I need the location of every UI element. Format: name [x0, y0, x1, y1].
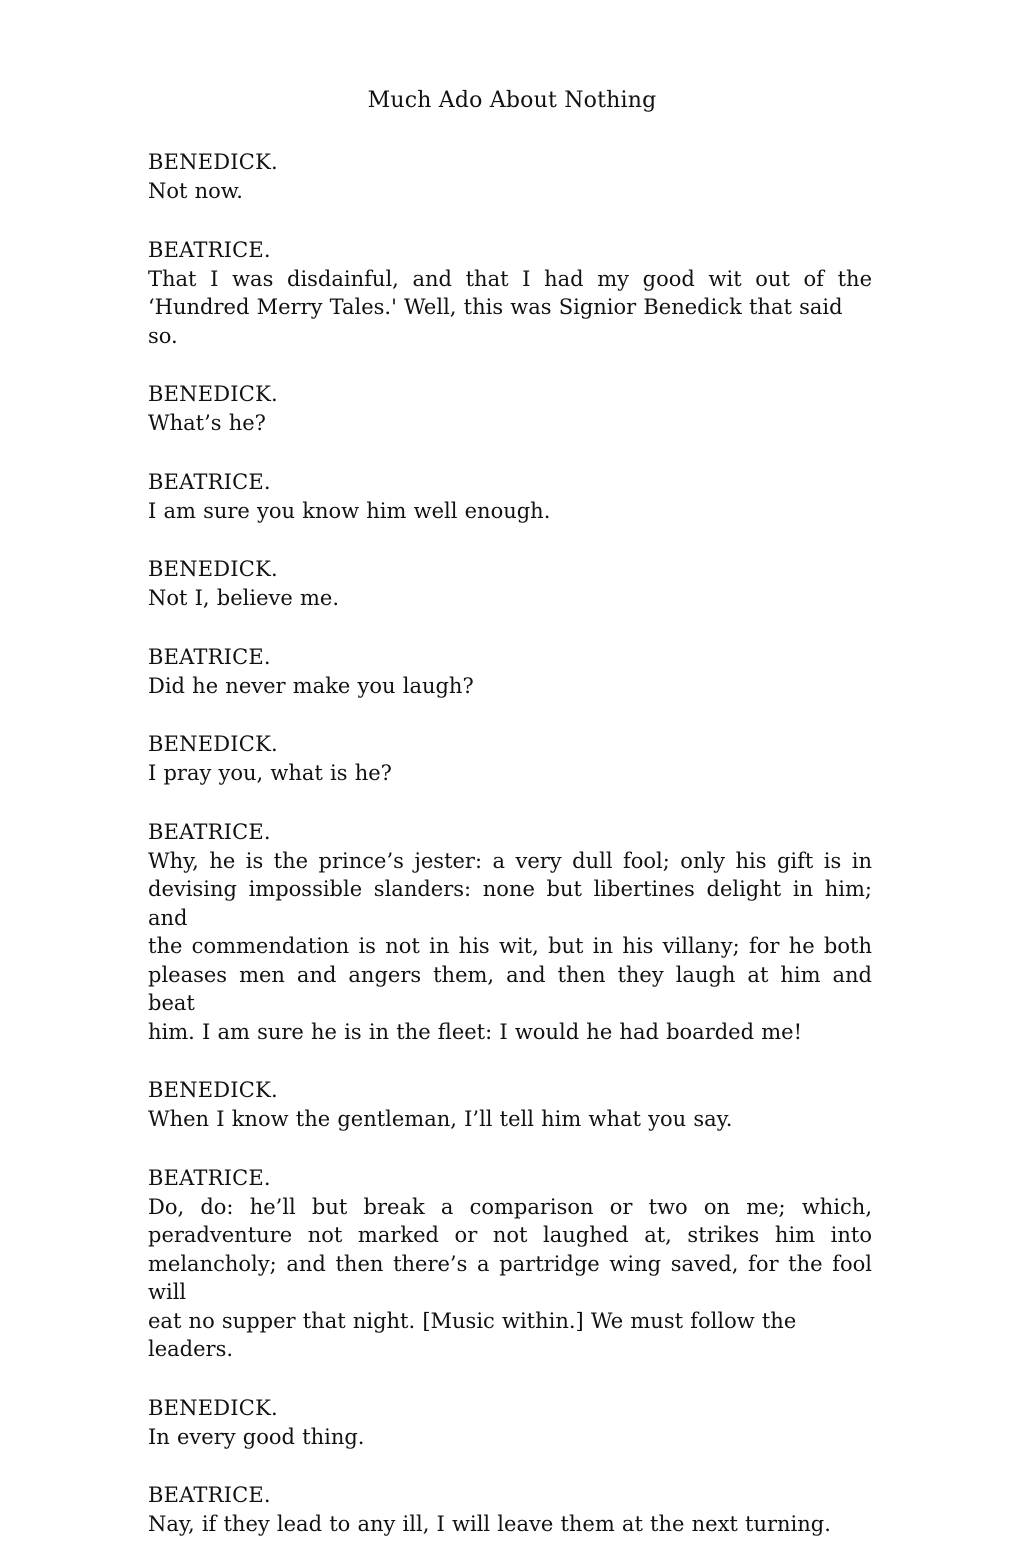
speech [148, 729, 872, 788]
speech [148, 1075, 872, 1134]
speech [148, 1393, 872, 1452]
speaker-name: BEATRICE. [148, 1165, 271, 1190]
speech-line: Did he never make you laugh? [148, 673, 474, 698]
running-header: Much Ado About Nothing [367, 88, 657, 113]
speech-line: the commendation is not in his wit, but in his villany; for he both [148, 934, 872, 958]
speaker-name: BENEDICK. [148, 1078, 278, 1102]
speech [148, 642, 872, 701]
speaker-name: BENEDICK. [148, 732, 278, 756]
speaker-name: BENEDICK. [148, 382, 278, 406]
speech-line: What’s he? [148, 411, 266, 435]
speech-line: eat no supper that night. [Music within.] We must follow the leaders. [148, 1308, 797, 1361]
dialogue-text [148, 147, 872, 1568]
speaker-name: BEATRICE. [148, 237, 271, 262]
speaker-name: BENEDICK. [148, 150, 278, 174]
speaker-name: BEATRICE. [148, 1483, 271, 1507]
speech [148, 379, 872, 438]
speech [148, 147, 872, 206]
speaker-name: BENEDICK. [148, 1395, 278, 1420]
speaker-name: BEATRICE. [148, 819, 271, 844]
speech-line: Do, do: he’ll but break a comparison or two on me; which, [148, 1194, 872, 1219]
speaker-name: BEATRICE. [148, 469, 271, 494]
speech [148, 467, 872, 526]
speech-line: Why, he is the prince’s jester: a very dull fool; only his gift is in [148, 848, 872, 873]
speaker-name: BENEDICK. [148, 557, 278, 581]
speaker-name: BEATRICE. [148, 644, 271, 669]
speech-line: ‘Hundred Merry Tales.' Well, this was Signior Benedick that said so. [148, 295, 843, 348]
speech [148, 554, 872, 613]
speech-line: When I know the gentleman, I’ll tell him what you say. [148, 1107, 733, 1131]
speech-line: Not I, believe me. [148, 586, 339, 610]
speech [148, 235, 872, 351]
speech-line: Nay, if they lead to any ill, I will leave them at the next turning. [148, 1512, 831, 1536]
speech-line: In every good thing. [148, 1424, 365, 1449]
speech-line: pleases men and angers them, and then they laugh at him and beat [148, 962, 872, 1015]
speech [148, 1480, 872, 1539]
speech [148, 817, 872, 1047]
speech-line: melancholy; and then there’s a partridge wing saved, for the fool will [148, 1251, 872, 1304]
speech-line: peradventure not marked or not laughed at, strikes him into [148, 1223, 872, 1247]
speech-line: I am sure you know him well enough. [148, 498, 551, 523]
speech [148, 1163, 872, 1364]
speech-line: That I was disdainful, and that I had my good wit out of the [148, 266, 872, 291]
speech-line: I pray you, what is he? [148, 761, 392, 785]
speech-line: Not now. [148, 179, 243, 203]
speech-line: him. I am sure he is in the fleet: I would he had boarded me! [148, 1019, 803, 1044]
speech-line: devising impossible slanders: none but libertines delight in him; and [148, 877, 872, 930]
